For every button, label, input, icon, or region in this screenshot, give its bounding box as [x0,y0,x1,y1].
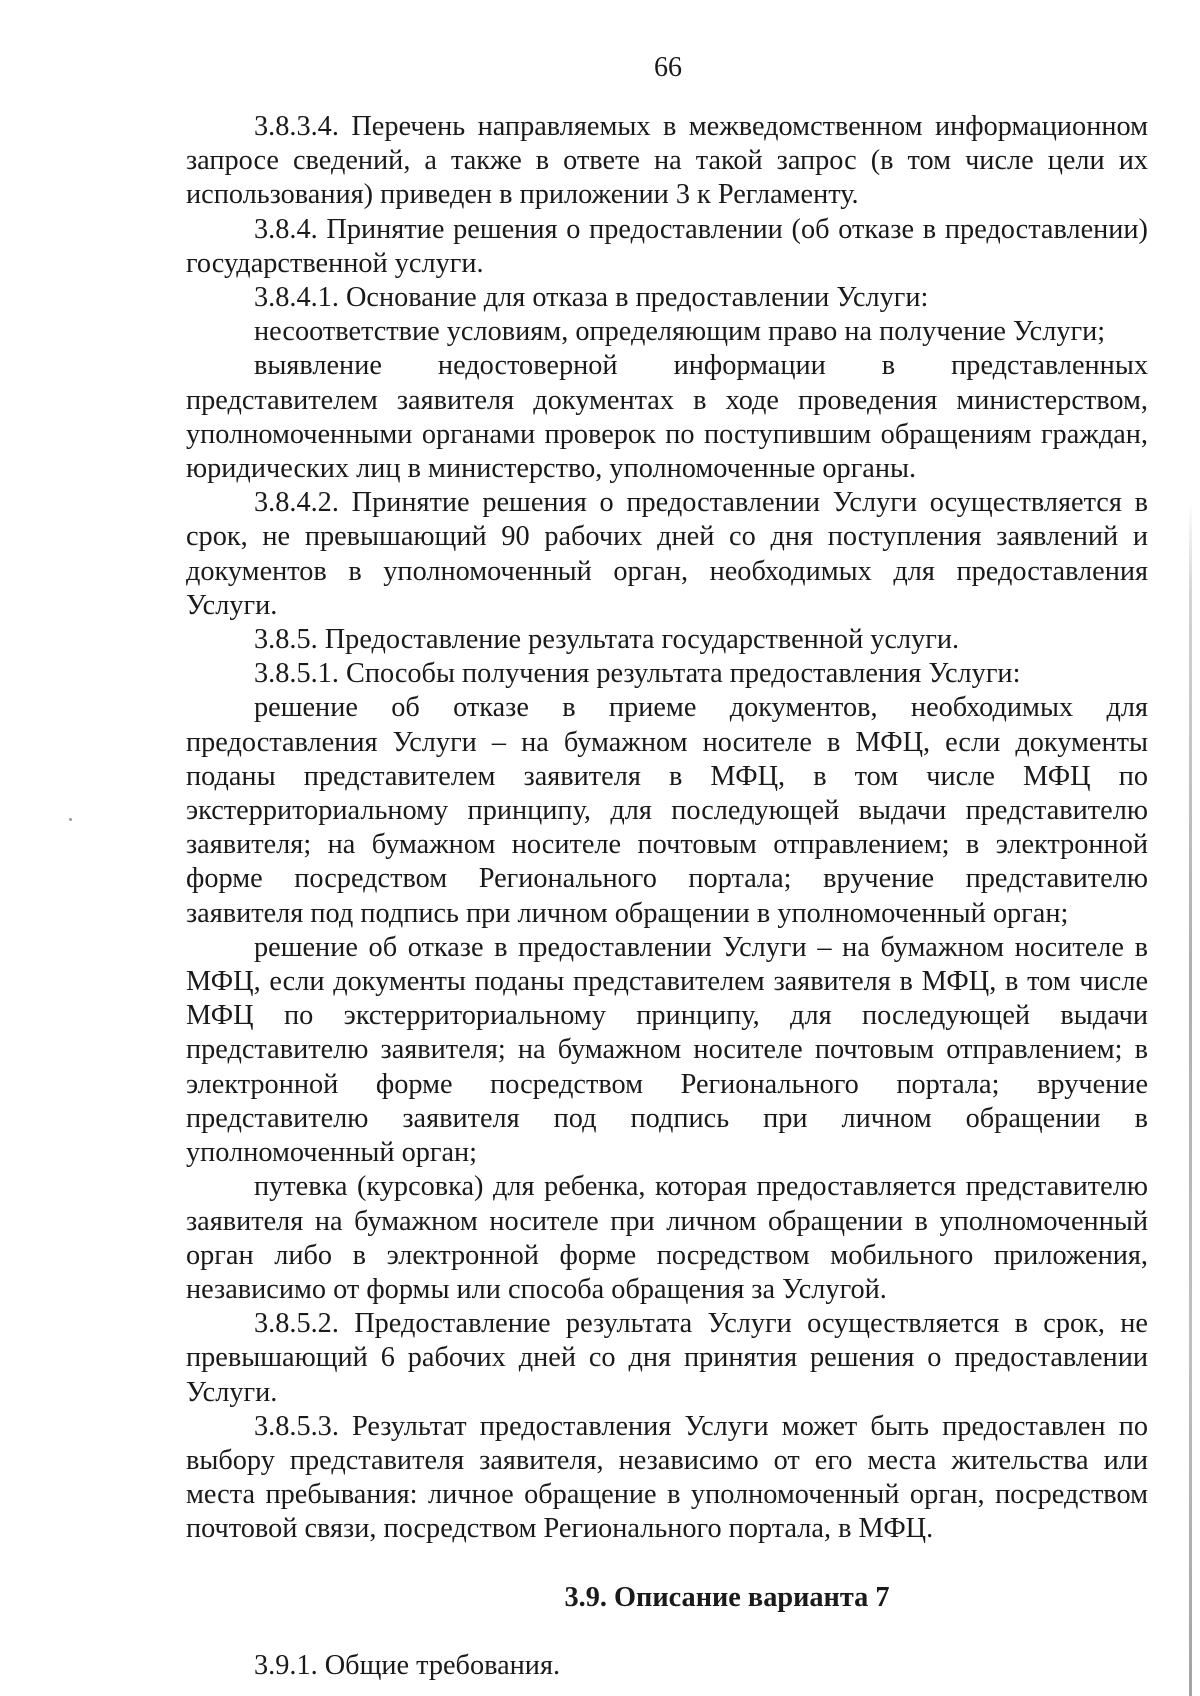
scan-edge-shadow [1189,500,1192,1696]
list-item-nonconformity: несоответствие условиям, определяющим право на получение Услуги; [254,316,1106,348]
paragraph-3-8-4-1: 3.8.4.1. Основание для отказа в предоставлении Услуги: [254,282,929,314]
paragraph-3-8-4-2: 3.8.4.2. Принятие решения о предоставлении Услуги осуществляется в срок, не превышающий 90 рабочих дней со дня поступления заявлений и документов в уполномоченный орган, необходимых для предоставления Услуги. [186,487,1148,621]
list-item-unreliable-info: выявление недостоверной информации в представленных представителем заявителя документах в ходе проведения министерством, уполномоченными органами проверок по поступившим обращениям граждан, юридических лиц в министерство, уполномоченные органы. [186,350,1148,485]
list-item-refusal-provision: решение об отказе в предоставлении Услуги – на бумажном носителе в МФЦ, если документы поданы представителем заявителя в МФЦ, в том числе МФЦ по экстерриториальному принципу, для последующей выдачи представителю заявителя; на бумажном носителе почтовым отправлением; в электронной форме посредством Регионального портала; вручение представителю заявителя под подпись при личном обращении в уполномоченный орган; [186,931,1148,1169]
document-body [186,110,1148,1683]
page-number: 66 [654,52,682,83]
scan-speck [69,818,72,821]
list-item-voucher: путевка (курсовка) для ребенка, которая предоставляется представителю заявителя на бумажном носителе при личном обращении в уполномоченный орган либо в электронной форме посредством мобильного приложения, независимо от формы или способа обращения за Услугой. [186,1171,1148,1305]
section-heading: 3.9. Описание варианта 7 [564,1581,890,1613]
paragraph-3-8-5-1: 3.8.5.1. Способы получения результата предоставления Услуги: [254,658,1021,690]
paragraph-3-8-5-3: 3.8.5.3. Результат предоставления Услуги может быть предоставлен по выбору представителя заявителя, независимо от его места жительства или места пребывания: личное обращение в уполномоченный орган, посредством почтовой связи, посредством Регионального портала, в МФЦ. [186,1410,1148,1545]
paragraph-3-8-5-2: 3.8.5.2. Предоставление результата Услуги осуществляется в срок, не превышающий 6 рабочих дней со дня принятия решения о предоставлении Услуги. [186,1308,1148,1408]
list-item-refusal-acceptance: решение об отказе в приеме документов, необходимых для предоставления Услуги – на бумажном носителе в МФЦ, если документы поданы представителем заявителя в МФЦ, в том числе МФЦ по экстерриториальному принципу, для последующей выдачи представителю заявителя; на бумажном носителе почтовым отправлением; в электронной форме посредством Регионального портала; вручение представителю заявителя под подпись при личном обращении в уполномоченный орган; [186,692,1148,929]
paragraph-3-8-4: 3.8.4. Принятие решения о предоставлении (об отказе в предоставлении) государственной услуги. [186,213,1148,279]
paragraph-3-8-3-4: 3.8.3.4. Перечень направляемых в межведомственном информационном запросе сведений, а также в ответе на такой запрос (в том числе цели их использования) приведен в приложении 3 к Регламенту. [186,111,1148,211]
paragraph-3-8-5: 3.8.5. Предоставление результата государственной услуги. [254,624,960,656]
subsection-3-9-1: 3.9.1. Общие требования. [254,1649,561,1681]
